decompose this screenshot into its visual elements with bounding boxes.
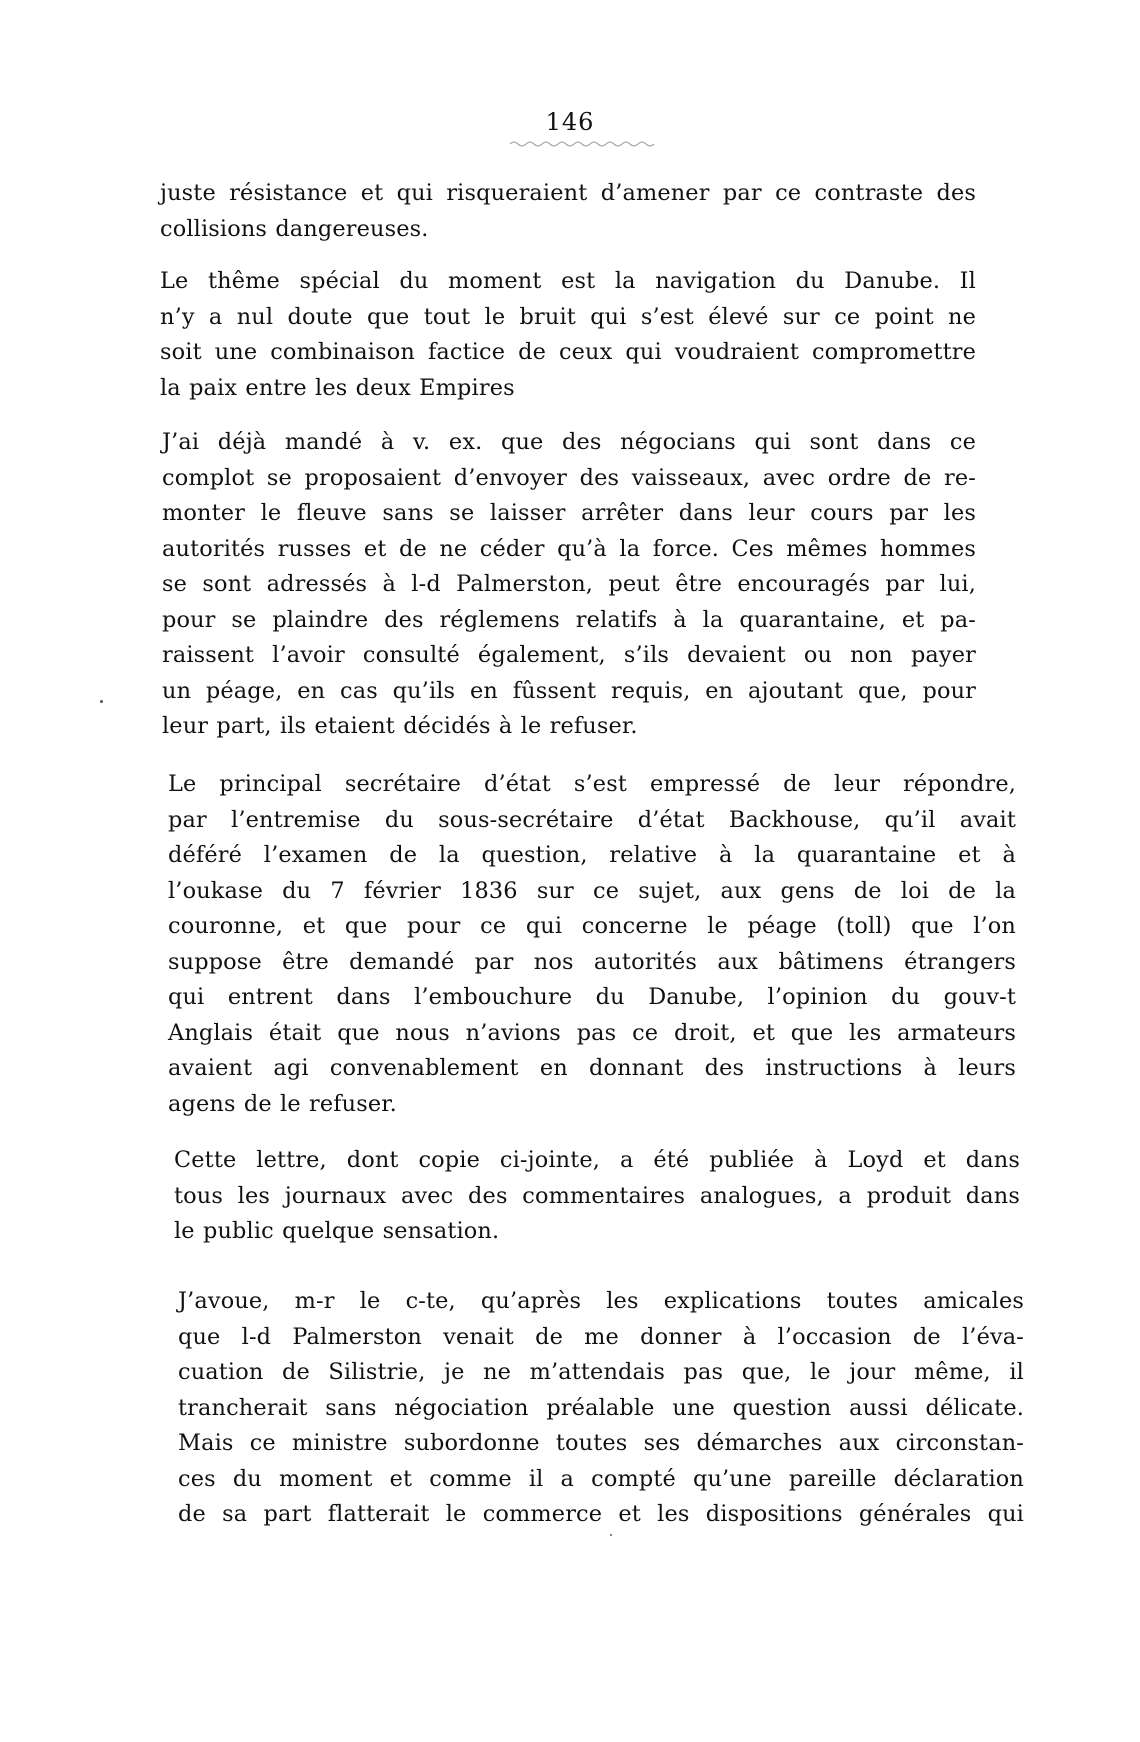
text-line: par l’entremise du sous-secrétaire d’état Backhouse, qu’il avait xyxy=(168,806,1016,833)
text-line: tous les journaux avec des commentaires analogues, a produit dans xyxy=(174,1182,1020,1209)
text-line: avaient agi convenablement en donnant des instructions à leurs xyxy=(168,1055,1016,1081)
text-line: pour se plaindre des réglemens relatifs à la quarantaine, et pa- xyxy=(162,606,976,633)
text-line: monter le fleuve sans se laisser arrêter dans leur cours par les xyxy=(162,500,976,526)
text-line: J’avoue, m-r le c-te, qu’après les explications toutes amicales xyxy=(178,1288,1024,1314)
text-line: Le principal secrétaire d’état s’est empressé de leur répondre, xyxy=(168,771,1016,797)
text-line: J’ai déjà mandé à v. ex. que des négocians qui sont dans ce xyxy=(162,429,976,455)
text-line: suppose être demandé par nos autorités aux bâtimens étrangers xyxy=(168,948,1016,975)
scan-speck xyxy=(100,700,103,703)
text-line: cuation de Silistrie, je ne m’attendais pas que, le jour même, il xyxy=(178,1359,1024,1385)
paragraph-4 xyxy=(168,767,1016,1122)
text-line: juste résistance et qui risqueraient d’amener par ce contraste des xyxy=(160,180,976,206)
paragraph-1 xyxy=(160,176,976,247)
text-line: la paix entre les deux Empires xyxy=(160,374,515,401)
text-line: que l-d Palmerston venait de me donner à l’occasion de l’éva- xyxy=(178,1323,1024,1350)
text-line: agens de le refuser. xyxy=(168,1090,397,1117)
scan-speck xyxy=(610,1534,612,1536)
text-line: leur part, ils etaient décidés à le refuser. xyxy=(162,713,638,739)
text-line: autorités russes et de ne céder qu’à la force. Ces mêmes hommes xyxy=(162,535,976,562)
text-line: collisions dangereuses. xyxy=(160,215,429,242)
text-line: soit une combinaison factice de ceux qui voudraient compromettre xyxy=(160,339,976,365)
text-line: le public quelque sensation. xyxy=(174,1218,500,1244)
text-line: couronne, et que pour ce qui concerne le péage (toll) que l’on xyxy=(168,913,1016,939)
text-line: Anglais était que nous n’avions pas ce droit, et que les armateurs xyxy=(168,1019,1016,1046)
paragraph-5 xyxy=(174,1143,1020,1250)
text-line: de sa part flatterait le commerce et les dispositions générales qui xyxy=(178,1501,1024,1527)
text-line: raissent l’avoir consulté également, s’ils devaient ou non payer xyxy=(162,642,976,668)
page-number-ornament xyxy=(508,138,658,148)
page-number: 146 xyxy=(545,108,595,136)
paragraph-2 xyxy=(160,264,976,406)
text-line: déféré l’examen de la question, relative à la quarantaine et à xyxy=(168,842,1016,868)
text-line: n’y a nul doute que tout le bruit qui s’est élevé sur ce point ne xyxy=(160,303,976,330)
text-line: Mais ce ministre subordonne toutes ses démarches aux circonstan- xyxy=(178,1430,1024,1456)
text-line: Cette lettre, dont copie ci-jointe, a été publiée à Loyd et dans xyxy=(174,1147,1020,1173)
text-line: qui entrent dans l’embouchure du Danube, l’opinion du gouv-t xyxy=(168,984,1016,1010)
paragraph-6 xyxy=(178,1284,1024,1533)
paragraph-3 xyxy=(162,425,976,745)
text-line: se sont adressés à l-d Palmerston, peut être encouragés par lui, xyxy=(162,571,976,597)
text-line: ces du moment et comme il a compté qu’une pareille déclaration xyxy=(178,1465,1024,1492)
text-line: complot se proposaient d’envoyer des vaisseaux, avec ordre de re- xyxy=(162,464,976,491)
text-line: l’oukase du 7 février 1836 sur ce sujet, aux gens de loi de la xyxy=(168,877,1016,904)
text-line: Le thême spécial du moment est la navigation du Danube. Il xyxy=(160,268,976,294)
text-line: trancherait sans négociation préalable une question aussi délicate. xyxy=(178,1394,1024,1421)
text-line: un péage, en cas qu’ils en fûssent requis, en ajoutant que, pour xyxy=(162,677,976,704)
